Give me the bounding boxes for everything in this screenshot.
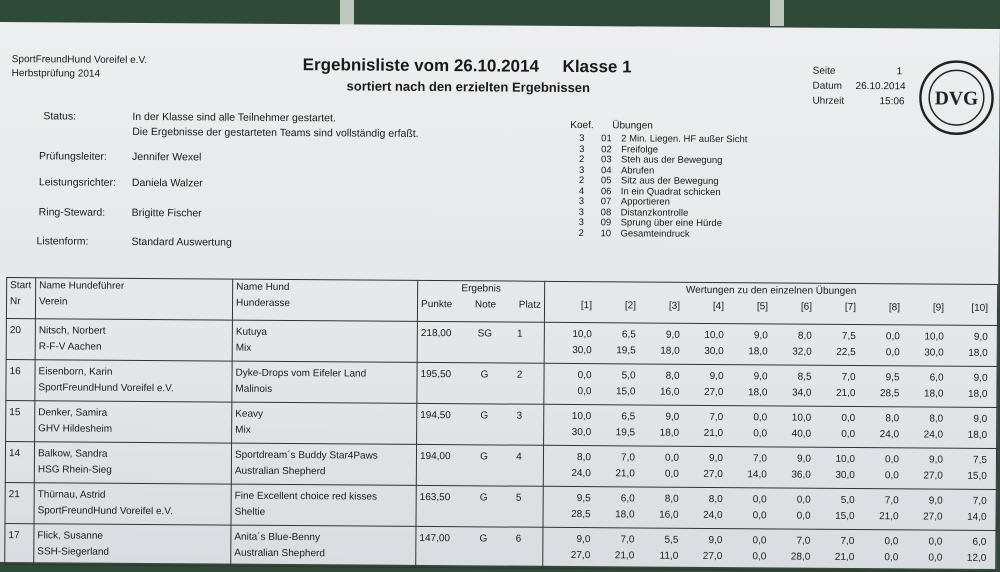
svg-text:DVG: DVG	[934, 88, 979, 110]
dog-cell: Sportdream´s Buddy Star4Paws Australian Shepherd	[231, 443, 416, 485]
exercise-item: 3 09 Sprung über eine Hürde	[578, 217, 723, 230]
datum-label: Datum	[812, 80, 843, 92]
handler-cell: Nitsch, Norbert R-F-V Aachen	[35, 319, 232, 361]
table-row	[6, 319, 997, 367]
exercise-item: 4 06 In ein Quadrat schicken	[578, 185, 721, 198]
dog-cell: Dyke-Drops vom Eifeler Land Malinois	[232, 361, 417, 403]
col-start: Start Nr	[6, 278, 35, 319]
uebungen-header: Übungen	[612, 120, 653, 132]
dog-cell: Fine Excellent choice red kisses Sheltie	[231, 484, 416, 526]
page-title: Ergebnisliste vom 26.10.2014 Klasse 1	[302, 55, 632, 77]
start-nr: 14	[5, 442, 34, 483]
uhrzeit-value: 15:06	[879, 96, 905, 108]
wertung-col-header: [2]	[624, 300, 637, 312]
dog-cell: Kutuya Mix	[232, 320, 417, 362]
wertung-col-header: [1]	[580, 300, 593, 312]
wertung-col-header: [3]	[668, 300, 681, 312]
table-row	[6, 401, 997, 449]
ring-steward-value: Brigitte Fischer	[131, 206, 202, 220]
start-nr: 16	[6, 360, 35, 401]
scores-cell: 8,0 24,0 7,0 21,0 0,0 0,0 9,0 27,0 7,0 14,0 9,0 36,0 10,0 30,0 0,0 0,0 9,0 27,0 7,5 15,0	[543, 445, 996, 489]
listenform-label: Listenform:	[36, 235, 89, 248]
start-nr: 17	[5, 524, 34, 565]
dog-cell: Anita´s Blue-Benny Australian Shepherd	[231, 525, 416, 567]
seite-label: Seite	[812, 65, 836, 77]
handler-cell: Flick, Susanne SSH-Siegerland	[34, 524, 231, 566]
table-row	[5, 524, 996, 572]
col-wertungen: Wertungen zu den einzelnen Übungen [1] [2] [3] [4] [5] [6] [7] [8] [9] [10]	[544, 281, 997, 325]
result-cell: 194,00 G 4	[416, 444, 543, 486]
koef-header: Koef.	[570, 119, 594, 132]
exercise-item: 3 02 Freifolge	[579, 143, 659, 156]
dvg-seal-icon	[917, 58, 996, 137]
result-cell: 163,50 G 5	[416, 485, 543, 527]
wertung-col-header: [5]	[756, 301, 769, 313]
exercise-item: 3 07 Apportieren	[578, 196, 670, 208]
ring-steward-label: Ring-Steward:	[38, 206, 106, 219]
col-dog: Name Hund Hunderasse	[232, 279, 417, 321]
listenform-value: Standard Auswertung	[131, 235, 232, 249]
seite-value: 1	[896, 66, 903, 78]
results-sheet	[0, 22, 1000, 569]
result-cell: 194,50 G 3	[417, 403, 544, 445]
tape-strip	[770, 0, 784, 26]
result-cell: 147,00 G 6	[416, 526, 543, 568]
status-label: Status:	[43, 110, 77, 123]
exercise-item: 3 04 Abrufen	[578, 164, 655, 177]
handler-cell: Eisenborn, Karin SportFreundHund Voreifel e.V.	[35, 360, 232, 402]
tape-strip	[340, 0, 354, 26]
scores-cell: 10,0 30,0 6,5 19,5 9,0 18,0 10,0 30,0 9,0 18,0 8,0 32,0 7,5 22,5 0,0 0,0 10,0 30,0 9,0 18,0	[544, 322, 997, 366]
results-table	[4, 277, 998, 572]
handler-cell: Thürnau, Astrid SportFreundHund Voreifel e.V.	[34, 483, 231, 525]
start-nr: 20	[6, 319, 35, 360]
pruefungsleiter-value: Jennifer Wexel	[132, 150, 202, 164]
handler-cell: Balkow, Sandra HSG Rhein-Sieg	[34, 442, 231, 484]
wertung-col-header: [8]	[888, 302, 901, 314]
dog-cell: Keavy Mix	[232, 402, 417, 444]
scores-cell: 10,0 30,0 6,5 19,5 9,0 18,0 7,0 21,0 0,0 0,0 10,0 40,0 0,0 0,0 8,0 24,0 8,0 24,0 9,0 18,0	[544, 404, 997, 448]
exercise-item: 2 10 Gesamteindruck	[578, 227, 690, 240]
start-nr: 21	[5, 483, 34, 524]
leistungsrichter-value: Daniela Walzer	[131, 176, 203, 190]
handler-cell: Denker, Samira GHV Hildesheim	[35, 401, 232, 443]
page-subtitle: sortiert nach den erzielten Ergebnissen	[346, 78, 591, 96]
col-ergebnis: Ergebnis Punkte Note Platz	[417, 280, 544, 322]
table-row	[6, 360, 997, 408]
col-name: Name Hundeführer Verein	[35, 278, 232, 320]
exercise-list	[578, 134, 747, 240]
exercise-item: 2 05 Sitz aus der Bewegung	[578, 175, 719, 188]
result-cell: 195,50 G 2	[417, 362, 544, 404]
pruefungsleiter-label: Prüfungsleiter:	[39, 150, 107, 163]
scores-cell: 0,0 0,0 5,0 15,0 8,0 16,0 9,0 27,0 9,0 18,0 8,5 34,0 7,0 21,0 9,5 28,5 6,0 18,0 9,0 18,0	[544, 363, 997, 407]
table-row	[5, 483, 996, 531]
start-nr: 15	[6, 401, 35, 442]
wertung-col-header: [4]	[712, 300, 725, 313]
leistungsrichter-label: Leistungsrichter:	[38, 176, 116, 189]
exercise-item: 3 01 2 Min. Liegen. HF außer Sicht	[579, 133, 748, 146]
club-name: SportFreundHund Voreifel e.V.	[11, 54, 148, 67]
status-line-2: Die Ergebnisse der gestarteten Teams sind vollständig erfaßt.	[132, 125, 419, 140]
wertung-col-header: [10]	[971, 302, 989, 314]
scores-cell: 9,5 28,5 6,0 18,0 8,0 16,0 8,0 24,0 0,0 0,0 0,0 0,0 5,0 15,0 7,0 21,0 9,0 27,0 7,0 14,0	[543, 486, 996, 530]
scores-cell: 9,0 27,0 7,0 21,0 5,5 11,0 9,0 27,0 0,0 0,0 7,0 28,0 7,0 21,0 0,0 0,0 0,0 0,0 6,0 12,0	[543, 527, 996, 571]
exercise-item: 2 03 Steh aus der Bewegung	[579, 154, 723, 167]
exercise-item: 3 08 Distanzkontrolle	[578, 206, 689, 219]
table-row	[5, 442, 996, 490]
datum-value: 26.10.2014	[855, 80, 906, 93]
wertung-col-header: [9]	[932, 302, 945, 314]
result-cell: 218,00 SG 1	[417, 321, 544, 363]
wertung-col-header: [7]	[844, 301, 857, 313]
status-line-1: In der Klasse sind alle Teilnehmer gestartet.	[132, 110, 336, 125]
uhrzeit-label: Uhrzeit	[812, 95, 845, 107]
event-name: Herbstprüfung 2014	[11, 68, 101, 80]
wertung-col-header: [6]	[800, 301, 813, 313]
